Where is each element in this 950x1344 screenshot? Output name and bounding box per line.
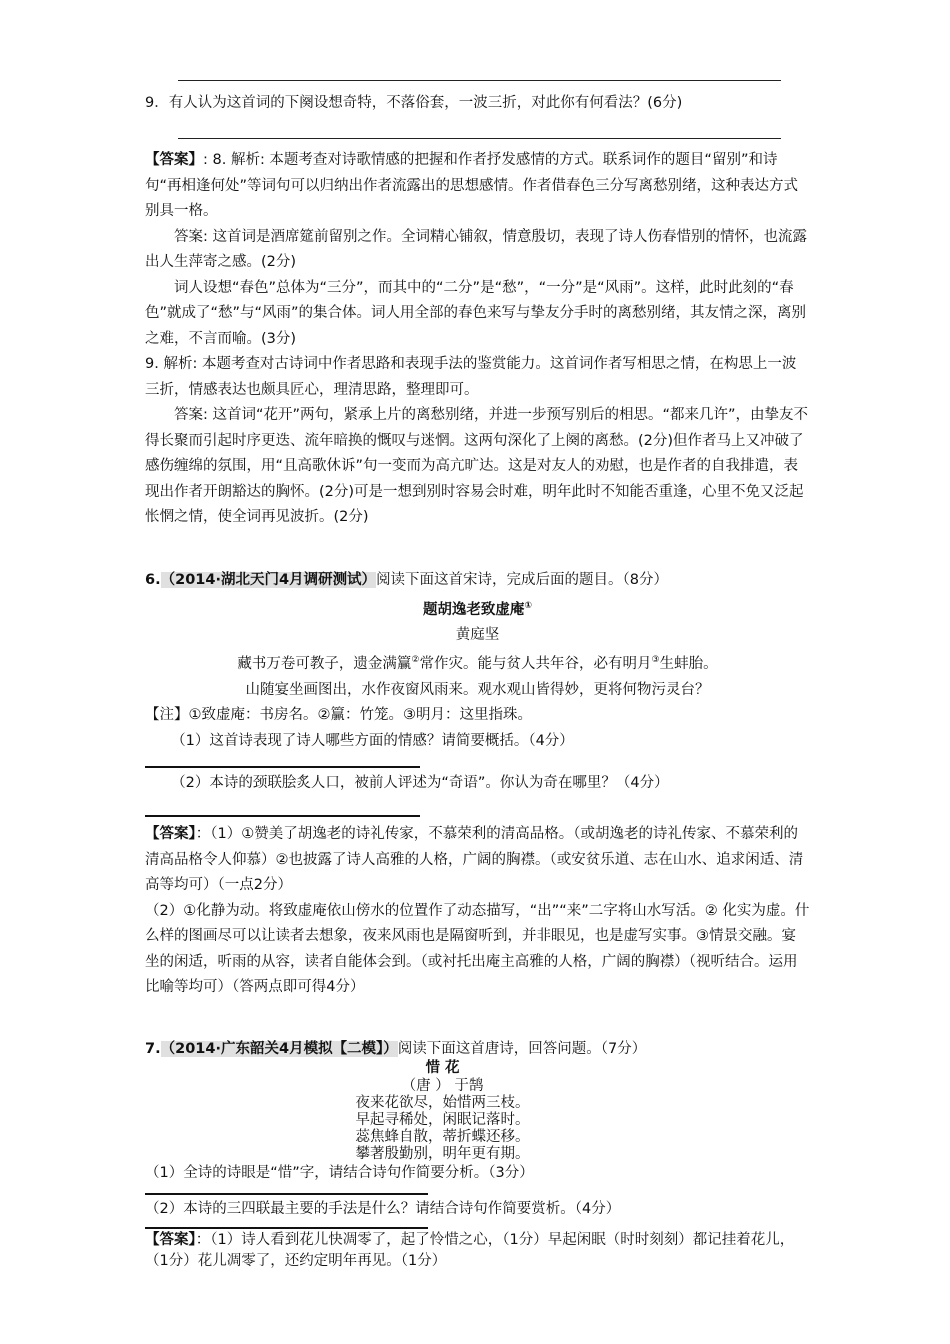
answer-line [145, 1227, 428, 1229]
answer-paragraph: （2）①化静为动。将致虚庵依山傍水的位置作了动态描写，“出”“来”二字将山水写活。② 化实为虚。什么样的图画尽可以让读者去想象，夜来风雨也是隔窗听到，并非眼见，也是虚写实事。③情景交融。宴坐的闲适，听雨的从容，读者自能体会到。（或衬托出庵主高雅的人格，广阔的胸襟）（视听结合。运用比喻等均可）（答两点即可得4分） [145, 902, 810, 995]
answer-tag: 【答案】 [145, 826, 196, 842]
question-7 [145, 1040, 810, 1183]
sub-question-2: （2）本诗的三四联最主要的手法是什么？请结合诗句作简要赏析。（4分） [145, 1201, 621, 1217]
question-number: 7. [145, 1041, 161, 1057]
poem-title: 惜 花 [425, 1060, 460, 1076]
question-9: 9．有人认为这首词的下阕设想奇特，不落俗套，一波三折，对此你有何看法？(6分) [145, 95, 683, 111]
poem-line: 夜来花欲尽，始惜两三枝。 [355, 1095, 530, 1111]
question-number: 6. [145, 572, 161, 588]
answer-paragraph: 答案: 这首词是酒席筵前留别之作。全词精心铺叙，情意殷切，表现了诗人伤春惜别的情怀，也流露出人生萍寄之感。(2分) [145, 228, 807, 270]
answer-paragraph [145, 822, 810, 899]
answer-tag: 【答案】 [145, 152, 203, 168]
answer-line [145, 766, 420, 768]
question-intro: 阅读下面这首唐诗，回答问题。（7分） [397, 1041, 647, 1057]
answer-tag: 【答案】 [145, 1232, 196, 1248]
poem-author: （唐 ） 于鹄 [401, 1078, 484, 1094]
answer-paragraph [145, 1230, 810, 1272]
answer-paragraph [145, 148, 810, 225]
question-6-heading [145, 568, 810, 594]
answer-paragraph: 答案: 这首词“花开”两句，紧承上片的离愁别绪，并进一步预写别后的相思。“都来几许”，由挚友不得长聚而引起时序更迭、流年暗换的慨叹与迷惘。这两句深化了上阕的离愁。(2分)但作者马上又冲破了感伤缠绵的氛围，用“且高歌休诉”句一变而为高亢旷达。这是对友人的劝慰，也是作者的自我排遣，表现出作者开朗豁达的胸怀。(2分)可是一想到别时容易会时难，明年此时不知能否重逢，心里不免又泛起怅惘之情，使全词再见波折。(2分) [145, 407, 809, 525]
poem-author: 黄庭坚 [455, 626, 500, 643]
question-6 [145, 568, 810, 754]
question-intro: 阅读下面这首宋诗，完成后面的题目。（8分） [376, 572, 669, 588]
answer-line [145, 1193, 428, 1195]
answer-text: ：（1）①赞美了胡逸老的诗礼传家，不慕荣利的清高品格。（或胡逸老的诗礼传家、不慕荣利的清高品格令人仰慕）②也披露了诗人高雅的人格，广阔的胸襟。（或安贫乐道、志在山水、追求闲适、清高等均可）（一点2分） [145, 826, 804, 893]
answer-text: ：（1）诗人看到花儿快凋零了，起了怜惜之心，（1分）早起闲眠（时时刻刻）都记挂着花儿，（1分）花儿凋零了，还约定明年再见。（1分） [145, 1232, 795, 1269]
poem-line: 攀著殷勤别，明年更有期。 [355, 1146, 530, 1162]
poem-title: 题胡逸老致虚庵① [422, 600, 533, 618]
poem-line: 蕊焦蜂自散，蒂折蝶还移。 [355, 1129, 530, 1145]
answer-paragraph: 词人设想“春色”总体为“三分”，而其中的“二分”是“愁”，“一分”是“风雨”。这样，此时此刻的“春色”就成了“愁”与“风雨”的集合体。词人用全部的春色来写与挚友分手时的离愁别绪，其友情之深，离别之难，不言而喻。(3分) [145, 279, 807, 347]
poem-line: 藏书万卷可教子，遗金满籯②常作灾。能与贫人共年谷，必有明月③生蚌胎。 [237, 655, 718, 673]
poem-line: 山随宴坐画图出，水作夜窗风雨来。观水观山皆得妙，更将何物污灵台？ [245, 681, 710, 698]
sub-question-1: （1）这首诗表现了诗人哪些方面的情感？请简要概括。（4分） [171, 732, 574, 749]
answer-paragraph: 9. 解析: 本题考查对古诗词中作者思路和表现手法的鉴赏能力。这首词作者写相思之情，在构思上一波三折，情感表达也颇具匠心，理清思路，整理即可。 [145, 356, 797, 398]
poem-line: 早起寻稀处，闲眠记落时。 [355, 1112, 530, 1128]
answer-line [145, 815, 420, 817]
answer-text: : 8. 解析: 本题考查对诗歌情感的把握和作者抒发感情的方式。联系词作的题目“留别”和诗句“再相逢何处”等词句可以归纳出作者流露出的思想感情。作者借春色三分写离愁别绪，这种表达方式别具一格。 [145, 152, 799, 219]
answer-block-3 [145, 1230, 810, 1272]
question-source: （2014·湖北天门4月调研测试） [160, 572, 377, 588]
sub-question-2: （2）本诗的颈联脍炙人口，被前人评述为“奇语”。你认为奇在哪里？（4分） [171, 775, 669, 791]
question-source: （2014·广东韶关4月模拟【二模】） [160, 1041, 398, 1057]
answer-line [178, 80, 781, 81]
question-7-heading [145, 1040, 810, 1059]
answer-block-2 [145, 822, 810, 1001]
poem-note: 【注】①致虚庵：书房名。②籯：竹笼。③明月：这里指珠。 [145, 707, 532, 724]
answer-line [178, 138, 781, 139]
answer-block-1 [145, 148, 810, 531]
sub-question-1: （1）全诗的诗眼是“惜”字，请结合诗句作简要分析。（3分） [145, 1165, 534, 1181]
